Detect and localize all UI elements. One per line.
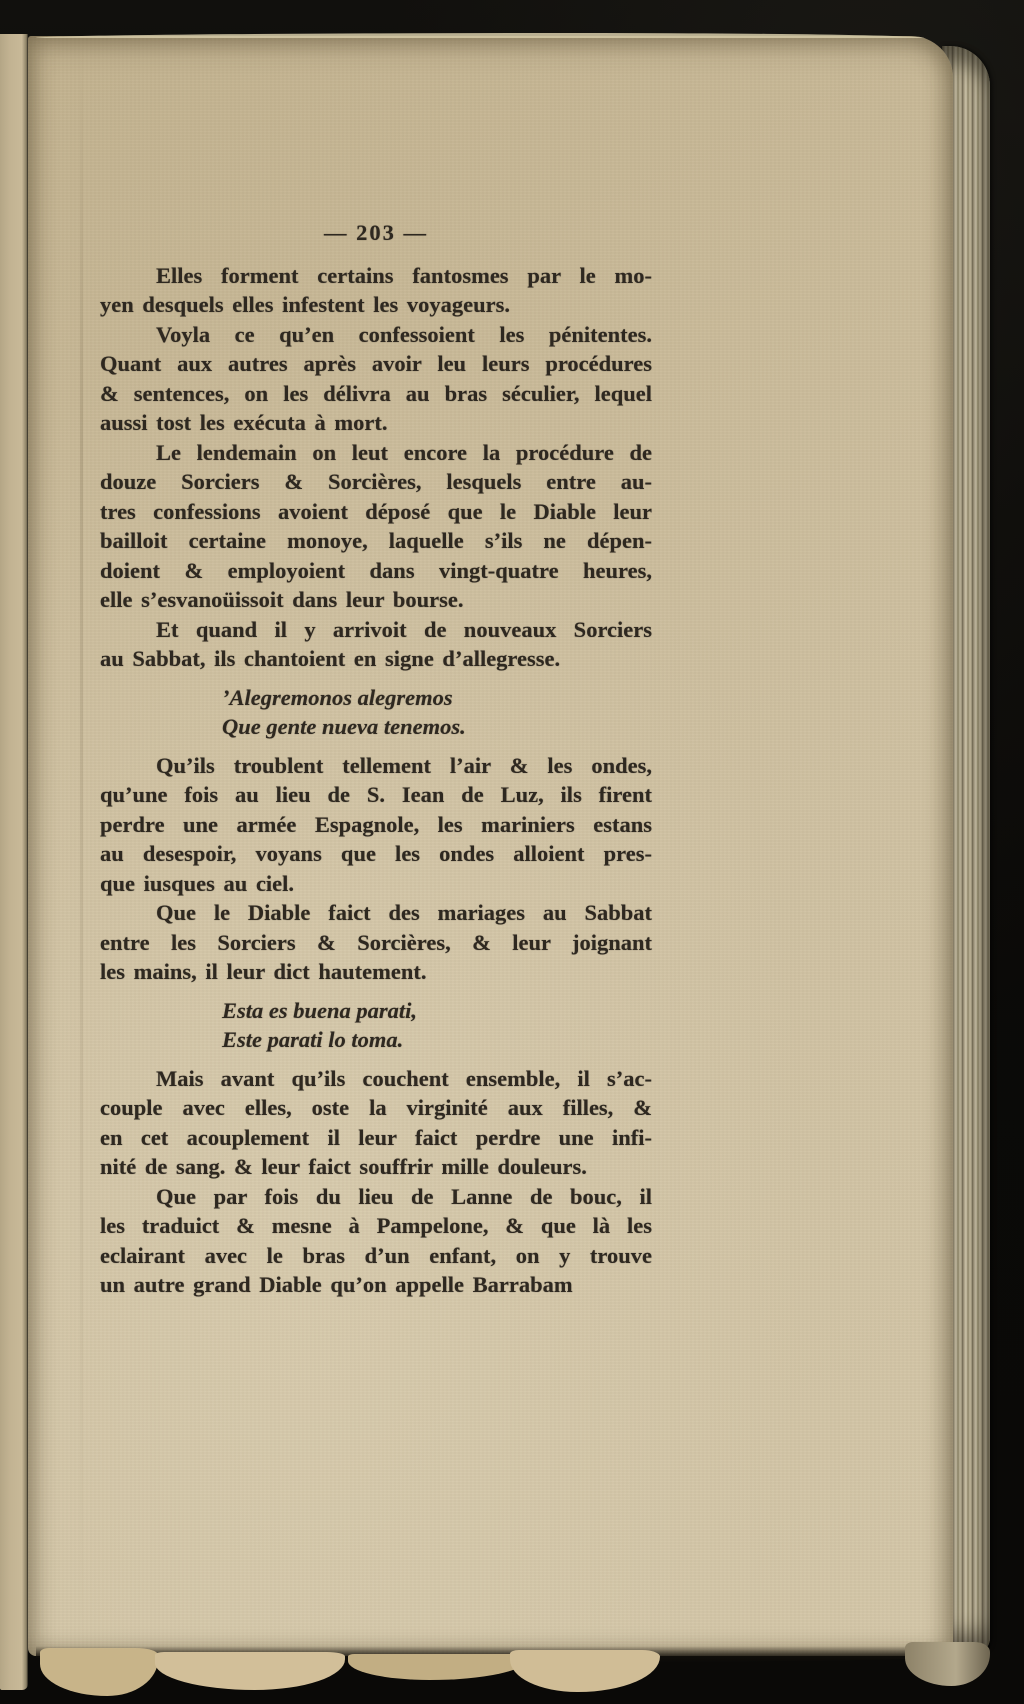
text-line: eclairant avec le bras d’un enfant, on y trouve	[100, 1242, 652, 1268]
text-line: Mais avant qu’ils couchent ensemble, il s’ac-	[156, 1065, 652, 1091]
text-line: en cet acouplement il leur faict perdre une infi-	[100, 1124, 652, 1150]
text-line: Et quand il y arrivoit de nouveaux Sorciers	[156, 616, 652, 642]
text-line: Esta es buena parati,	[222, 997, 418, 1023]
text-line: un autre grand Diable qu’on appelle Barrabam	[100, 1272, 573, 1297]
text-line: bailloit certaine monoye, laquelle s’ils ne dépen-	[100, 528, 652, 553]
text-line: Qu’ils troublent tellement l’air & les ondes,	[156, 752, 652, 778]
text-line: Este parati lo toma.	[222, 1027, 404, 1052]
text-line: que iusques au ciel.	[100, 870, 295, 896]
text-line: entre les Sorciers & Sorcières, & leur joignant	[100, 929, 652, 955]
torn-paper-fragment	[155, 1652, 345, 1690]
text-column	[100, 218, 652, 1300]
paragraph	[100, 751, 652, 899]
paragraph	[100, 261, 652, 320]
verse-block	[100, 683, 652, 742]
text-line: doient & employoient dans vingt-quatre heures,	[100, 557, 652, 583]
text-line: au desespoir, voyans que les ondes alloient pres-	[100, 841, 652, 866]
page-number: — 203 —	[324, 220, 428, 245]
paragraph	[100, 1064, 652, 1182]
text-line: perdre une armée Espagnole, les mariniers estans	[100, 811, 652, 837]
text-line: nité de sang. & leur faict souffrir mille douleurs.	[100, 1154, 587, 1179]
text-line: yen desquels elles infestent les voyageurs.	[100, 292, 510, 317]
torn-paper-fragment	[40, 1648, 158, 1696]
torn-paper-fragment	[905, 1642, 990, 1686]
text-line: Quant aux autres après avoir leu leurs procédures	[100, 351, 652, 376]
text-line: ’Alegremonos alegremos	[222, 684, 453, 710]
text-line: couple avec elles, oste la virginité aux filles, &	[100, 1095, 652, 1120]
verse-block	[100, 996, 652, 1055]
text-line: douze Sorciers & Sorcières, lesquels entre au-	[100, 469, 652, 494]
text-line: les traduict & mesne à Pampelone, & que là les	[100, 1213, 652, 1238]
text-line: Que le Diable faict des mariages au Sabbat	[156, 900, 652, 925]
text-line: Que gente nueva tenemos.	[222, 714, 466, 739]
paragraph	[100, 438, 652, 615]
torn-paper-fragment	[348, 1654, 528, 1680]
page-text	[100, 261, 652, 1300]
text-line: elle s’esvanoüissoit dans leur bourse.	[100, 587, 464, 612]
text-line: Elles forment certains fantosmes par le mo-	[156, 262, 652, 288]
text-line: tres confessions avoient déposé que le Diable leur	[100, 498, 652, 524]
text-line: Que par fois du lieu de Lanne de bouc, il	[156, 1183, 652, 1209]
text-line: qu’une fois au lieu de S. Iean de Luz, ils firent	[100, 782, 652, 807]
text-line: Le lendemain on leut encore la procédure de	[156, 439, 652, 465]
paragraph	[100, 1182, 652, 1300]
text-line: Voyla ce qu’en confessoient les pénitentes.	[156, 321, 652, 347]
torn-paper-fragment	[510, 1650, 660, 1692]
text-line: aussi tost les exécuta à mort.	[100, 410, 388, 435]
text-line: les mains, il leur dict hautement.	[100, 959, 427, 984]
text-line: au Sabbat, ils chantoient en signe d’allegresse.	[100, 646, 561, 671]
adjacent-page-edge	[0, 34, 28, 1690]
paragraph	[100, 615, 652, 674]
book-page	[28, 36, 953, 1656]
text-line: & sentences, on les délivra au bras séculier, lequel	[100, 380, 652, 406]
paragraph	[100, 898, 652, 987]
paragraph	[100, 320, 652, 438]
